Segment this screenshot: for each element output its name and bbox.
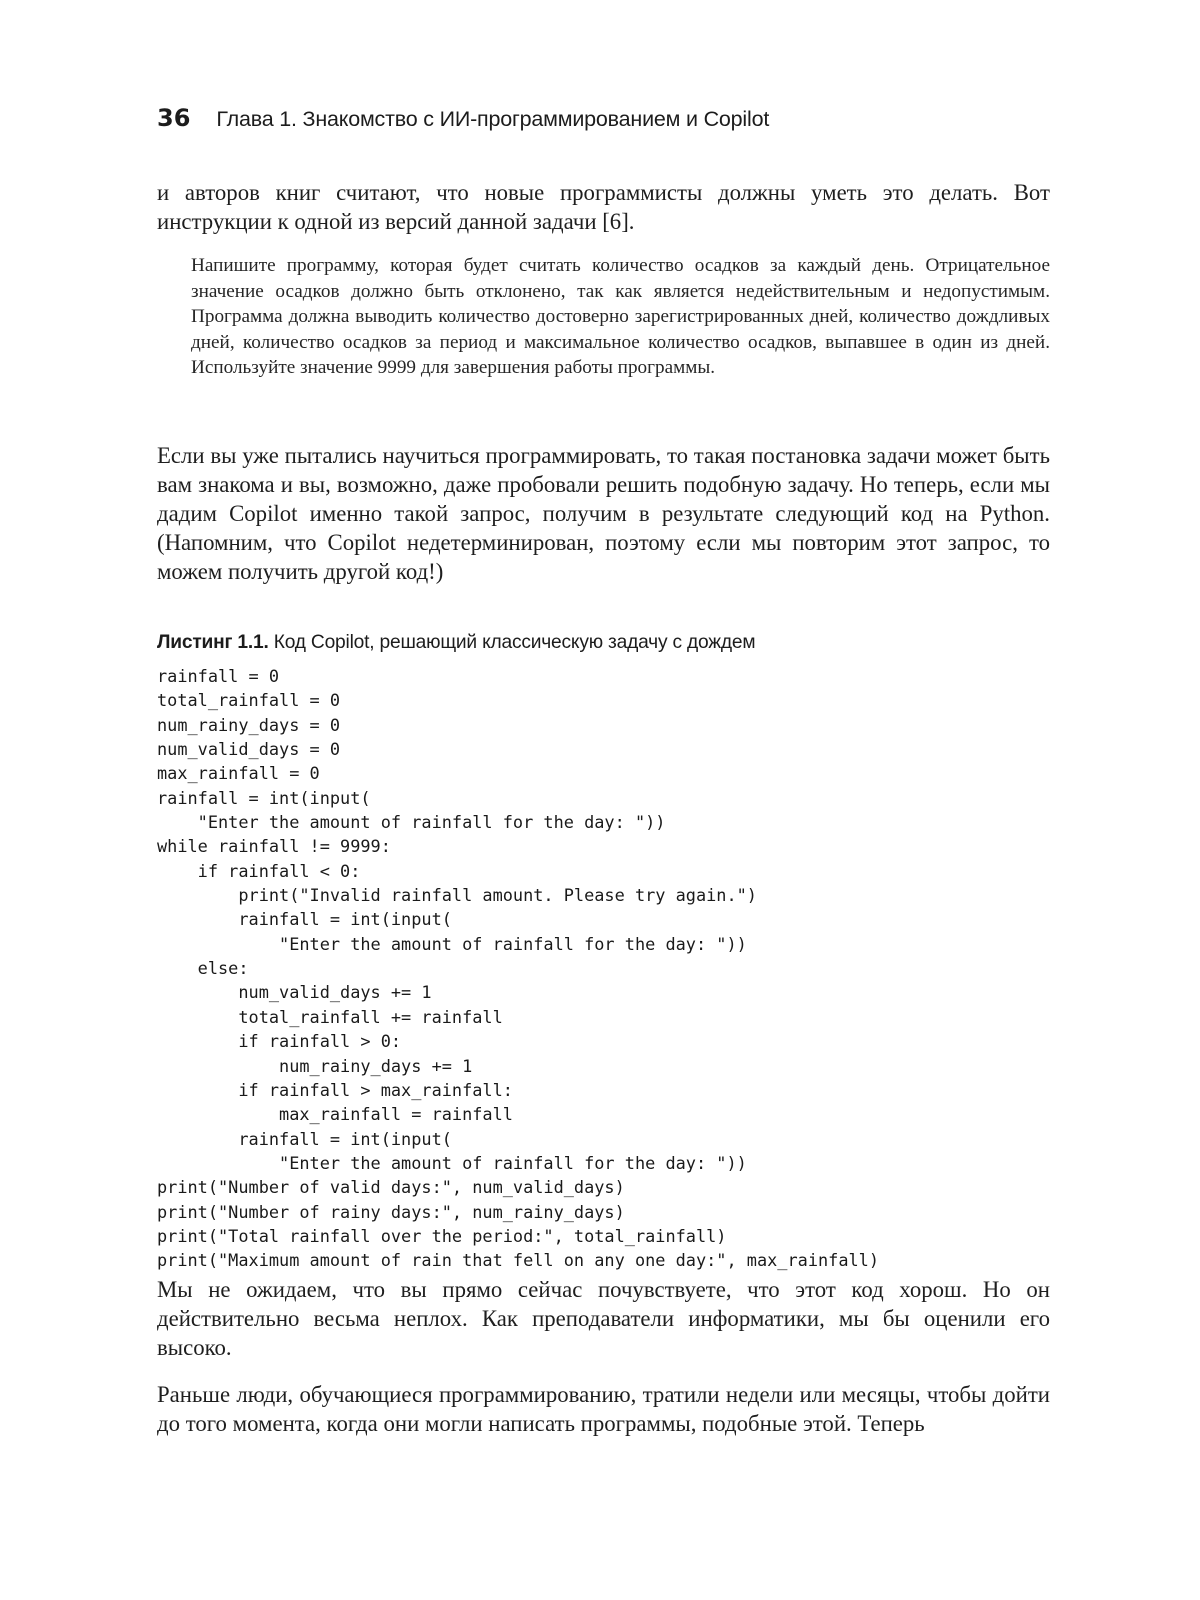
code-line: rainfall = int(input( [157, 909, 452, 930]
code-line: rainfall = int(input( [157, 1128, 452, 1149]
code-line: print("Invalid rainfall amount. Please try again.") [157, 885, 757, 906]
code-line: print("Number of rainy days:", num_rainy_days) [157, 1201, 625, 1222]
paragraph-evaluation: Мы не ожидаем, что вы прямо сейчас почувствуете, что этот код хорош. Но он действительно весьма неплох. Как преподаватели информатики, мы бы оценили его высоко. [157, 1277, 1050, 1360]
running-head [157, 104, 1057, 144]
code-line: while rainfall != 9999: [157, 836, 391, 857]
code-line: rainfall = 0 [157, 666, 280, 686]
code-line: print("Maximum amount of rain that fell on any one day:", max_rainfall) [157, 1250, 880, 1271]
code-line: if rainfall > max_rainfall: [157, 1079, 513, 1100]
code-line: print("Number of valid days:", num_valid_days) [157, 1177, 625, 1198]
code-line: print("Total rainfall over the period:", total_rainfall) [157, 1225, 727, 1246]
paragraph-context: Если вы уже пытались научиться программировать, то такая постановка задачи может быть вам знакома и вы, возможно, даже пробовали решить подобную задачу. Но теперь, если мы дадим Copilot именно такой запрос, получим в результате следующий код на Python. (Напомним, что Copilot недетерминирован, поэтому если мы повторим этот запрос, то можем получить другой код!) [157, 443, 1050, 584]
code-line: total_rainfall = 0 [157, 690, 341, 711]
code-line: max_rainfall = rainfall [157, 1104, 513, 1125]
code-listing [157, 664, 879, 1273]
listing-label: Листинг 1.1. [157, 632, 269, 653]
listing-caption [157, 630, 1050, 656]
code-line: num_valid_days = 0 [157, 739, 341, 760]
code-line: total_rainfall += rainfall [157, 1006, 503, 1027]
chapter-title: Глава 1. Знакомство с ИИ-программированием и Copilot [216, 107, 770, 131]
paragraph-intro: и авторов книг считают, что новые программисты должны уметь это делать. Вот инструкции к одной из версий данной задачи [6]. [157, 180, 1050, 234]
code-line: num_rainy_days = 0 [157, 714, 341, 735]
code-line: if rainfall < 0: [157, 860, 361, 881]
code-line: "Enter the amount of rainfall for the day: ")) [157, 812, 666, 833]
code-line: num_valid_days += 1 [157, 982, 432, 1003]
listing-caption-text: Код Copilot, решающий классическую задачу с дождем [273, 632, 756, 653]
code-line: max_rainfall = 0 [157, 763, 320, 784]
paragraph-closing: Раньше люди, обучающиеся программированию, тратили недели или месяцы, чтобы дойти до того момента, когда они могли написать программы, подобные этой. Теперь [157, 1382, 1050, 1436]
code-line: "Enter the amount of rainfall for the day: ")) [157, 1152, 747, 1173]
code-line: if rainfall > 0: [157, 1031, 402, 1052]
code-line: else: [157, 958, 249, 979]
page-number: 36 [157, 104, 191, 132]
task-quote: Напишите программу, которая будет считать количество осадков за каждый день. Отрицательное значение осадков должно быть отклонено, так как является недействительным и недопустимым. Программа должна выводить количество достоверно зарегистрированных дней, количество дождливых дней, количество осадков за период и максимальное количество осадков, выпавшее в один из дней. Используйте значение 9999 для завершения работы программы. [191, 255, 1050, 379]
code-line: num_rainy_days += 1 [157, 1055, 473, 1076]
code-line: "Enter the amount of rainfall for the day: ")) [157, 933, 747, 954]
code-line: rainfall = int(input( [157, 787, 371, 808]
